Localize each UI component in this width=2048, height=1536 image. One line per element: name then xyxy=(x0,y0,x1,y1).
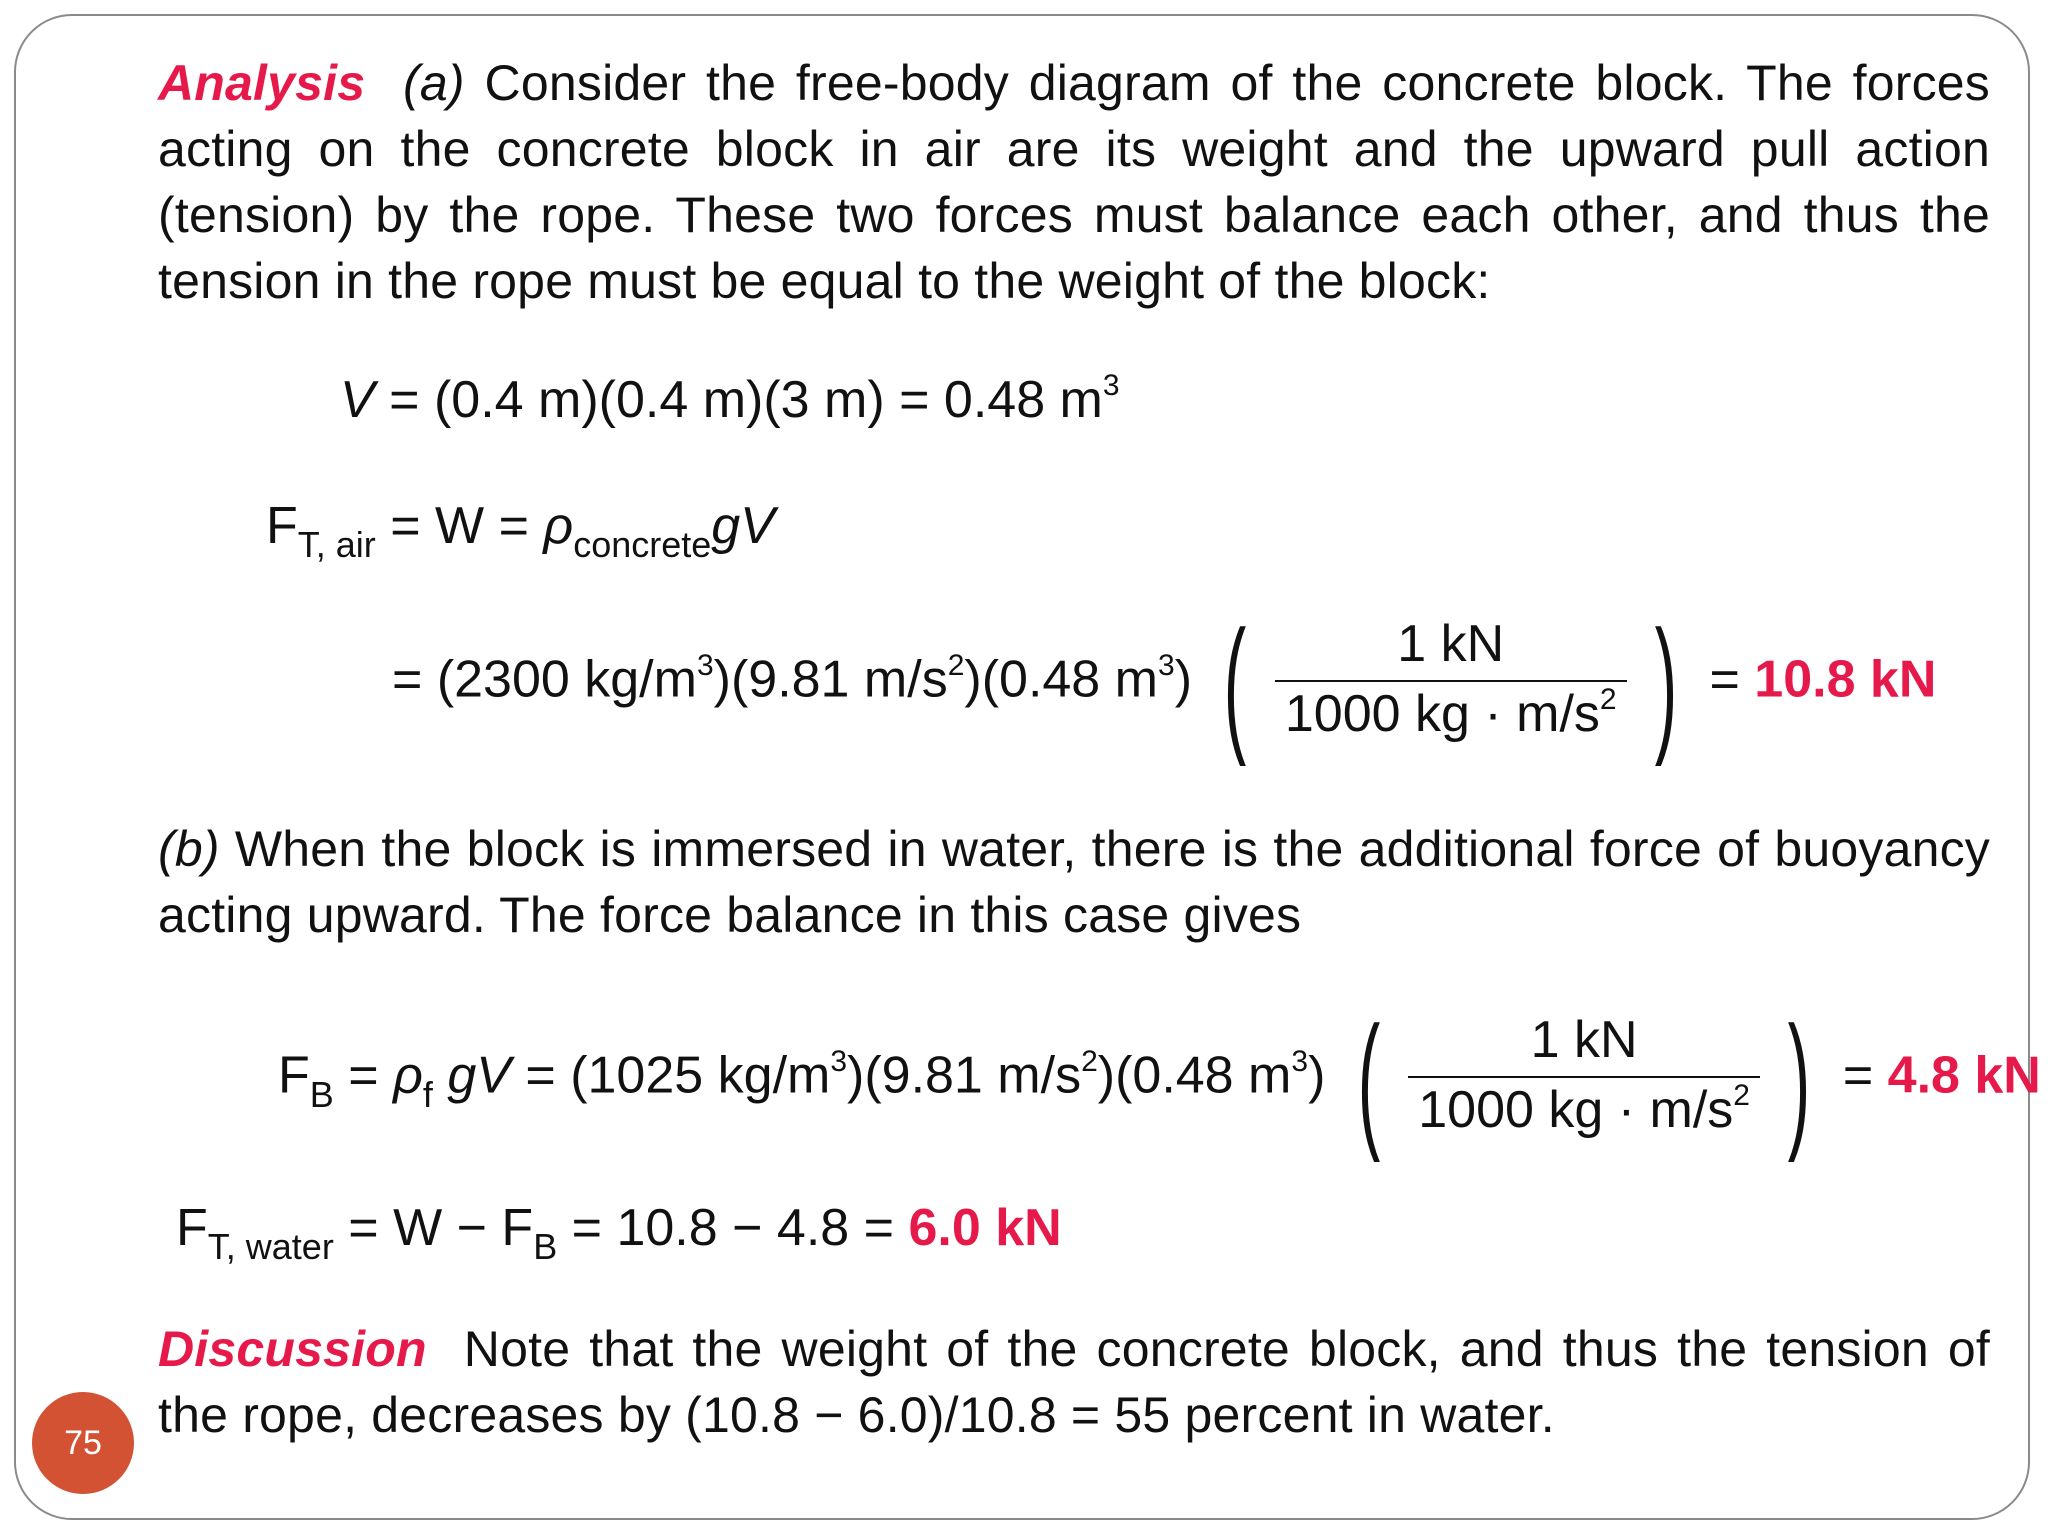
volume-equation xyxy=(340,370,1120,438)
calc-part-2: )(9.81 m/s xyxy=(713,650,948,709)
part-b-paragraph xyxy=(158,816,1990,948)
discussion-text: Note that the weight of the concrete block, and thus the tension of the rope, decreases by (10.8 − 6.0)/10.8 = 55 percent in water. xyxy=(158,1321,1990,1443)
fraction xyxy=(1275,614,1627,752)
fraction-denominator-sup: 2 xyxy=(1733,1079,1750,1112)
tension-air-definition xyxy=(266,496,775,565)
volume-exponent: 3 xyxy=(1102,369,1120,402)
buoyancy-part-4: ) xyxy=(1308,1046,1326,1105)
calc-part-1: = (2300 kg/m xyxy=(392,650,697,709)
tension-water-tail: = 10.8 − 4.8 = xyxy=(557,1199,909,1257)
buoyancy-sup-1: 3 xyxy=(830,1044,848,1078)
part-b-text: When the block is immersed in water, there is the additional force of buoyancy acting upward. The force balance in this case gives xyxy=(158,821,1991,943)
tension-air-result: 10.8 kN xyxy=(1754,650,1937,709)
analysis-paragraph xyxy=(158,50,1990,314)
volume-rhs: = (0.4 m)(0.4 m)(3 m) = 0.48 m xyxy=(389,371,1103,429)
discussion-paragraph xyxy=(158,1316,1990,1448)
weight-equality: = W = xyxy=(390,497,544,555)
rho-symbol: ρ xyxy=(543,497,574,555)
right-paren: ) xyxy=(1654,599,1678,767)
calc-sup-3: 3 xyxy=(1158,648,1175,682)
volume-symbol: V xyxy=(340,371,375,429)
tension-water-middle: = W − F xyxy=(348,1199,534,1257)
buoyancy-result: 4.8 kN xyxy=(1887,1046,2041,1105)
rho-f-subscript: f xyxy=(422,1073,433,1115)
discussion-label: Discussion xyxy=(158,1321,427,1377)
force-symbol: F xyxy=(266,497,298,555)
tension-water-subscript: T, water xyxy=(207,1226,334,1267)
right-paren: ) xyxy=(1788,995,1811,1163)
tension-water-result: 6.0 kN xyxy=(908,1199,1062,1257)
fraction xyxy=(1408,1010,1760,1148)
rho-subscript: concrete xyxy=(573,524,712,565)
buoyancy-gv: gV xyxy=(447,1046,511,1105)
calc-sup-1: 3 xyxy=(696,648,714,682)
page-number-badge: 75 xyxy=(32,1392,134,1494)
buoyancy-part-1: = (1025 kg/m xyxy=(510,1046,831,1105)
tension-air-calculation xyxy=(392,599,1937,767)
part-b-marker: (b) xyxy=(158,821,220,877)
fraction-denominator-text: 1000 kg · m/s xyxy=(1284,685,1600,743)
analysis-text: Consider the free-body diagram of the concrete block. The forces acting on the concrete block in air are its weight and the upward pull action (tension) by the rope. These two forces must balance each other, and thus the tension in the rope must be equal to the weight of the block: xyxy=(158,55,1990,309)
fraction-numerator: 1 kN xyxy=(1408,1010,1760,1078)
buoyancy-symbol: F xyxy=(278,1046,310,1105)
analysis-label: Analysis xyxy=(158,55,366,111)
unit-conversion-fraction xyxy=(1210,599,1691,767)
fraction-denominator-sup: 2 xyxy=(1599,683,1617,716)
fraction-denominator xyxy=(1408,1078,1760,1148)
part-a-marker: (a) xyxy=(403,55,465,111)
rho-f-symbol: ρ xyxy=(393,1046,423,1105)
equals-sign: = xyxy=(1709,650,1740,709)
gv-term: gV xyxy=(711,497,775,555)
left-paren: ( xyxy=(1357,995,1381,1163)
fraction-denominator xyxy=(1275,682,1627,752)
fraction-numerator: 1 kN xyxy=(1275,614,1627,682)
fraction-denominator-text: 1000 kg · m/s xyxy=(1418,1081,1734,1139)
buoyancy-subscript: B xyxy=(309,1073,334,1115)
tension-water-symbol: F xyxy=(176,1199,208,1257)
tension-water-equation xyxy=(176,1198,1062,1267)
tension-water-middle-sub: B xyxy=(533,1226,558,1267)
calc-part-4: ) xyxy=(1174,650,1193,709)
buoyancy-equation xyxy=(278,995,2041,1163)
equals-sign: = xyxy=(1842,1046,1874,1105)
buoyancy-eq1: = xyxy=(348,1046,394,1105)
buoyancy-part-3: )(0.48 m xyxy=(1097,1046,1292,1105)
buoyancy-conversion-fraction xyxy=(1344,995,1825,1163)
buoyancy-sup-2: 2 xyxy=(1081,1044,1098,1078)
buoyancy-part-2: )(9.81 m/s xyxy=(847,1046,1082,1105)
calc-part-3: )(0.48 m xyxy=(964,650,1158,709)
force-subscript: T, air xyxy=(297,524,376,565)
buoyancy-sup-3: 3 xyxy=(1291,1044,1309,1078)
left-paren: ( xyxy=(1224,599,1247,767)
calc-sup-2: 2 xyxy=(947,648,965,682)
